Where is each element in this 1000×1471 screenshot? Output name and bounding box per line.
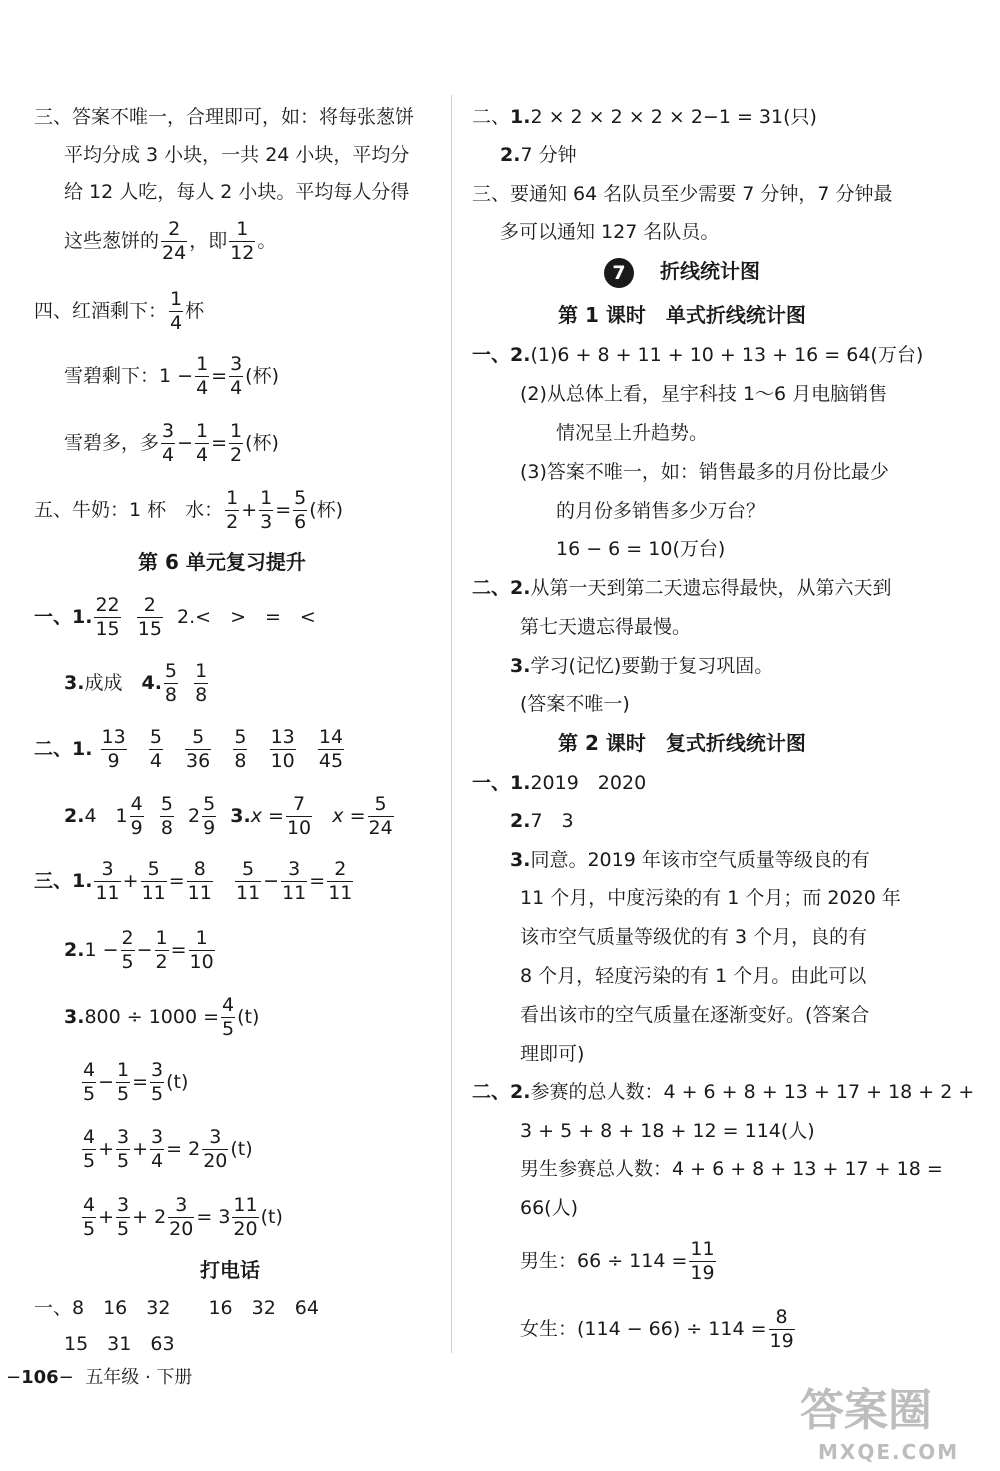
r-top-line4: 多可以通知 127 名队员。	[500, 221, 720, 243]
unit6-row7: 3.800 ÷ 1000 = $\frac{4}{5}$ (t)	[64, 994, 260, 1040]
watermark-logo: 答案圈	[800, 1385, 932, 1436]
answer-si-line3: 雪碧多，多 $\frac{3}{4}$ − $\frac{1}{4}$ = $\frac{1}{2}$ (杯)	[64, 420, 279, 466]
u7-b1: 二、2.从第一天到第二天遗忘得最快，从第六天到	[472, 577, 892, 599]
u7-b4: (答案不唯一)	[520, 693, 630, 715]
u7-a4: (3)答案不唯一，如：销售最多的月份比最少	[520, 461, 889, 483]
r-top-line1: 二、1.2 × 2 × 2 × 2 × 2−1 = 31(只)	[472, 106, 817, 128]
unit6-row4: 2.4 1 $\frac{4}{9}$ $\frac{5}{8}$ 2 $\frac{5}{9}$ 3.x = $\frac{7}{10}$ x = $\frac{5}{24}$	[64, 793, 393, 839]
unit7-heading	[604, 255, 760, 288]
fraction: $\frac{2}{24}$	[162, 218, 187, 264]
unit6-row10: $\frac{4}{5}$ + $\frac{3}{5}$ + 2 $\frac{3}{20}$ = 3 $\frac{11}{20}$ (t)	[83, 1194, 283, 1240]
u7-d4: 66(人)	[520, 1197, 579, 1219]
unit7-title: 折线统计图	[660, 259, 760, 283]
u7-d3: 男生参赛总人数：4 + 6 + 8 + 13 + 17 + 18 =	[520, 1158, 943, 1180]
u7-c3: 3.同意。2019 年该市空气质量等级良的有	[510, 849, 870, 871]
u7-c8: 理即可)	[520, 1043, 585, 1065]
u7-d2: 3 + 5 + 8 + 18 + 12 = 114(人)	[520, 1120, 815, 1142]
answer-wu: 五、牛奶：1 杯 水： $\frac{1}{2}$ + $\frac{1}{3}$ = $\frac{5}{6}$ (杯)	[34, 487, 344, 533]
u7-d1: 二、2.参赛的总人数：4 + 6 + 8 + 13 + 17 + 18 + 2 +	[472, 1081, 975, 1103]
u7-c2: 2.7 3	[510, 810, 574, 832]
phone-line1: 一、8 16 32 16 32 64	[34, 1297, 319, 1319]
u7-c5: 该市空气质量等级优的有 3 个月，良的有	[520, 926, 868, 948]
lesson2-title: 第 2 课时 复式折线统计图	[558, 731, 806, 755]
phone-line2: 15 31 63	[64, 1333, 175, 1355]
unit6-row6: 2.1 − $\frac{2}{5}$ − $\frac{1}{2}$ = $\frac{1}{10}$	[64, 927, 214, 973]
u7-a1: 一、2.(1)6 + 8 + 11 + 10 + 13 + 16 = 64(万台)	[472, 344, 924, 366]
u7-a2: (2)从总体上看，星宇科技 1～6 月电脑销售	[520, 383, 888, 405]
answer-san-line2: 平均分成 3 小块，一共 24 小块，平均分	[64, 144, 410, 166]
u7-c1: 一、1.2019 2020	[472, 772, 647, 794]
lesson1-title: 第 1 课时 单式折线统计图	[558, 303, 806, 327]
fraction: $\frac{1}{12}$	[230, 218, 255, 264]
column-divider	[451, 95, 452, 1353]
fraction: $\frac{1}{4}$	[170, 288, 183, 334]
unit6-row9: $\frac{4}{5}$ + $\frac{3}{5}$ + $\frac{3}{4}$ = 2 $\frac{3}{20}$ (t)	[83, 1126, 253, 1172]
answer-san-line3: 给 12 人吃，每人 2 小块。平均每人分得	[64, 181, 410, 203]
answer-si-line2: 雪碧剩下：1 − $\frac{1}{4}$ = $\frac{3}{4}$ (杯)	[64, 353, 279, 399]
unit6-row1: 一、1. $\frac{22}{15}$ $\frac{2}{15}$ 2.< > = <	[34, 594, 316, 640]
unit6-row3: 二、1. $\frac{13}{9}$ $\frac{5}{4}$ $\frac{5}{36}$ $\frac{5}{8}$ $\frac{13}{10}$ $\frac{14}{45}$	[34, 726, 344, 772]
unit6-row8: $\frac{4}{5}$ − $\frac{1}{5}$ = $\frac{3}{5}$ (t)	[83, 1059, 189, 1105]
section-title-phone: 打电话	[200, 1258, 260, 1282]
watermark-url: MXQE.COM	[818, 1440, 960, 1464]
u7-c4: 11 个月，中度污染的有 1 个月；而 2020 年	[520, 887, 901, 909]
unit6-row2: 3.成成 4. $\frac{5}{8}$ $\frac{1}{8}$	[64, 660, 208, 706]
answer-si-line1: 四、红酒剩下： $\frac{1}{4}$ 杯	[34, 288, 205, 334]
page-footer: −106− 五年级 · 下册	[6, 1367, 193, 1388]
answer-san-line1: 三、答案不唯一，合理即可，如：将每张葱饼	[34, 106, 415, 128]
u7-d5: 男生：66 ÷ 114 = $\frac{11}{19}$	[520, 1238, 715, 1284]
u7-c6: 8 个月，轻度污染的有 1 个月。由此可以	[520, 965, 867, 987]
r-top-line3: 三、要通知 64 名队员至少需要 7 分钟，7 分钟最	[472, 183, 893, 205]
u7-a6: 16 − 6 = 10(万台)	[556, 538, 726, 560]
u7-a5: 的月份多销售多少万台？	[556, 500, 766, 522]
u7-b3: 3.学习(记忆)要勤于复习巩固。	[510, 655, 774, 677]
u7-c7: 看出该市的空气质量在逐渐变好。(答案合	[520, 1004, 870, 1026]
unit-number-badge: 7	[604, 258, 634, 288]
page-number: 106	[21, 1367, 59, 1388]
answer-san-line4: 这些葱饼的 $\frac{2}{24}$ ，即 $\frac{1}{12}$ 。	[64, 218, 277, 264]
u7-d6: 女生：(114 − 66) ÷ 114 = $\frac{8}{19}$	[520, 1306, 794, 1352]
u7-b2: 第七天遗忘得最慢。	[520, 616, 692, 638]
u7-a3: 情况呈上升趋势。	[556, 422, 709, 444]
unit6-row5: 三、1. $\frac{3}{11}$ + $\frac{5}{11}$ = $\frac{8}{11}$ $\frac{5}{11}$ − $\frac{3}{11}$ = $\frac{2}{11}$	[34, 858, 353, 904]
section-title-unit6: 第 6 单元复习提升	[138, 550, 306, 574]
r-top-line2: 2.7 分钟	[500, 144, 577, 166]
grade-label: 五年级 · 下册	[85, 1367, 193, 1388]
